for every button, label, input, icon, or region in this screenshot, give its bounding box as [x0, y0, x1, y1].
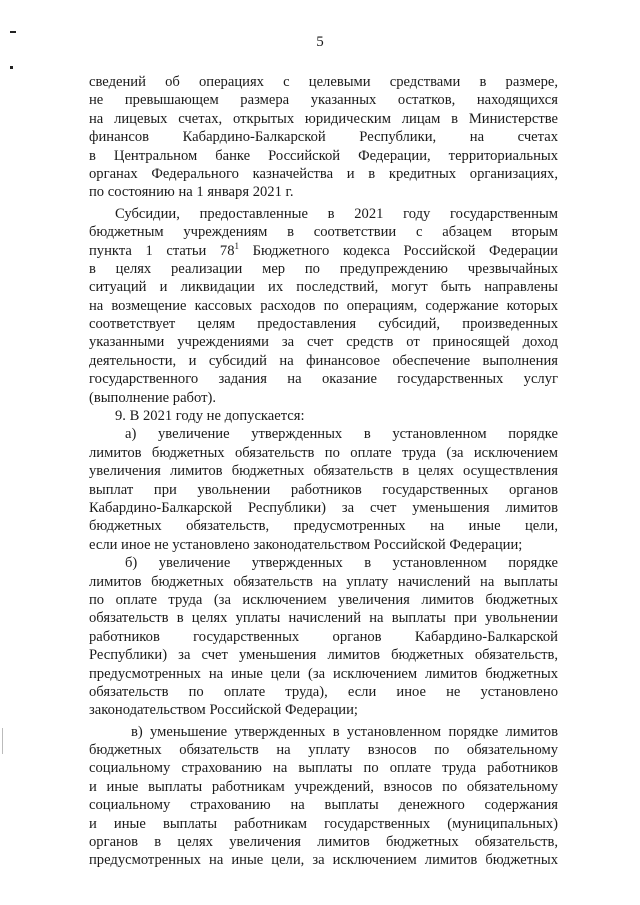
- text-line: сведений об операциях с целевыми средствами в размере,: [89, 74, 558, 90]
- text-line: в Центральном банке Российской Федерации, территориальных: [89, 147, 558, 164]
- text-fragment: Бюджетного кодекса Российской Федерации: [239, 242, 558, 259]
- text-line: а) увеличение утвержденных в установленном порядке: [125, 426, 558, 443]
- text-line: лимитов бюджетных обязательств на уплату начислений на выплаты: [89, 573, 558, 590]
- text-line: выплат при увольнении работников государственных органов: [89, 481, 558, 498]
- text-line: Кабардино-Балкарской Республики) за счет уменьшения лимитов: [89, 499, 558, 516]
- text-line: бюджетных обязательств на уплату взносов по обязательному: [89, 742, 558, 759]
- text-line: финансов Кабардино-Балкарской Республики, на счетах: [89, 129, 558, 146]
- text-line: ситуаций и ликвидации их последствий, могут быть направлены: [89, 279, 558, 296]
- text-line: обязательств по оплате труда), если иное не установлено: [89, 683, 558, 700]
- scan-mark: [2, 728, 3, 754]
- text-line: органах Федерального казначейства и в кредитных организациях,: [89, 165, 558, 182]
- superscript: 1: [234, 240, 240, 251]
- text-line: социальному страхованию на выплаты денежного содержания: [89, 797, 558, 814]
- text-line: увеличения лимитов бюджетных обязательств в целях осуществления: [89, 463, 558, 480]
- text-fragment: пункта 1 статьи 78: [89, 242, 235, 259]
- scan-mark: [10, 66, 13, 69]
- text-line: в) уменьшение утвержденных в установленном порядке лимитов: [131, 723, 558, 740]
- document-body: [89, 73, 558, 870]
- text-line: соответствует целям предоставления субсидий, произведенных: [89, 316, 558, 333]
- text-line: [89, 242, 558, 260]
- text-line: государственного задания на оказание государственных услуг: [89, 371, 558, 388]
- text-line: предусмотренных на иные цели (за исключением лимитов бюджетных: [89, 665, 558, 682]
- text-line: бюджетных обязательств, предусмотренных на иные цели,: [89, 518, 558, 535]
- page-number: 5: [316, 34, 324, 50]
- text-line: деятельности, и субсидий на финансовое обеспечение выполнения: [89, 352, 558, 369]
- text-line: Субсидии, предоставленные в 2021 году государственным: [115, 205, 558, 222]
- text-line: обязательств в целях уплаты начислений на выплаты при увольнении: [89, 610, 558, 627]
- text-line: Республики) за счет уменьшения лимитов бюджетных обязательств,: [89, 647, 558, 664]
- text-line: не превышающем размера указанных остатков, находящихся: [89, 92, 558, 109]
- text-line: если иное не установлено законодательством Российской Федерации;: [89, 536, 523, 553]
- text-line: бюджетным учреждениям в соответствии с абзацем вторым: [89, 224, 558, 241]
- text-line: б) увеличение утвержденных в установленном порядке: [125, 555, 558, 572]
- text-line: работников государственных органов Кабардино-Балкарской: [89, 628, 558, 645]
- text-line: в целях реализации мер по предупреждению чрезвычайных: [89, 260, 558, 277]
- text-line: на лицевых счетах, открытых юридическим лицам в Министерстве: [89, 110, 558, 127]
- text-line: на возмещение кассовых расходов по операциям, содержание которых: [89, 297, 558, 314]
- text-line: лимитов бюджетных обязательств по оплате труда (за исключением: [89, 444, 558, 461]
- text-line: и иные выплаты работникам учреждений, взносов по обязательному: [89, 778, 558, 795]
- scan-mark: [10, 31, 16, 33]
- text-line: указанными учреждениями за счет средств от приносящей доход: [89, 334, 558, 351]
- text-line: 9. В 2021 году не допускается:: [115, 408, 305, 425]
- text-line: органов в целях увеличения лимитов бюджетных обязательств,: [89, 834, 558, 851]
- text-line: законодательством Российской Федерации;: [89, 702, 358, 719]
- text-line: по состоянию на 1 января 2021 г.: [89, 184, 294, 201]
- text-line: по оплате труда (за исключением увеличения лимитов бюджетных: [89, 591, 558, 608]
- text-line: предусмотренных на иные цели, за исключением лимитов бюджетных: [89, 852, 558, 869]
- text-line: социальному страхованию на выплаты по оплате труда работников: [89, 760, 558, 777]
- text-line: и иные выплаты работникам государственных (муниципальных): [89, 815, 558, 832]
- text-line: (выполнение работ).: [89, 389, 216, 406]
